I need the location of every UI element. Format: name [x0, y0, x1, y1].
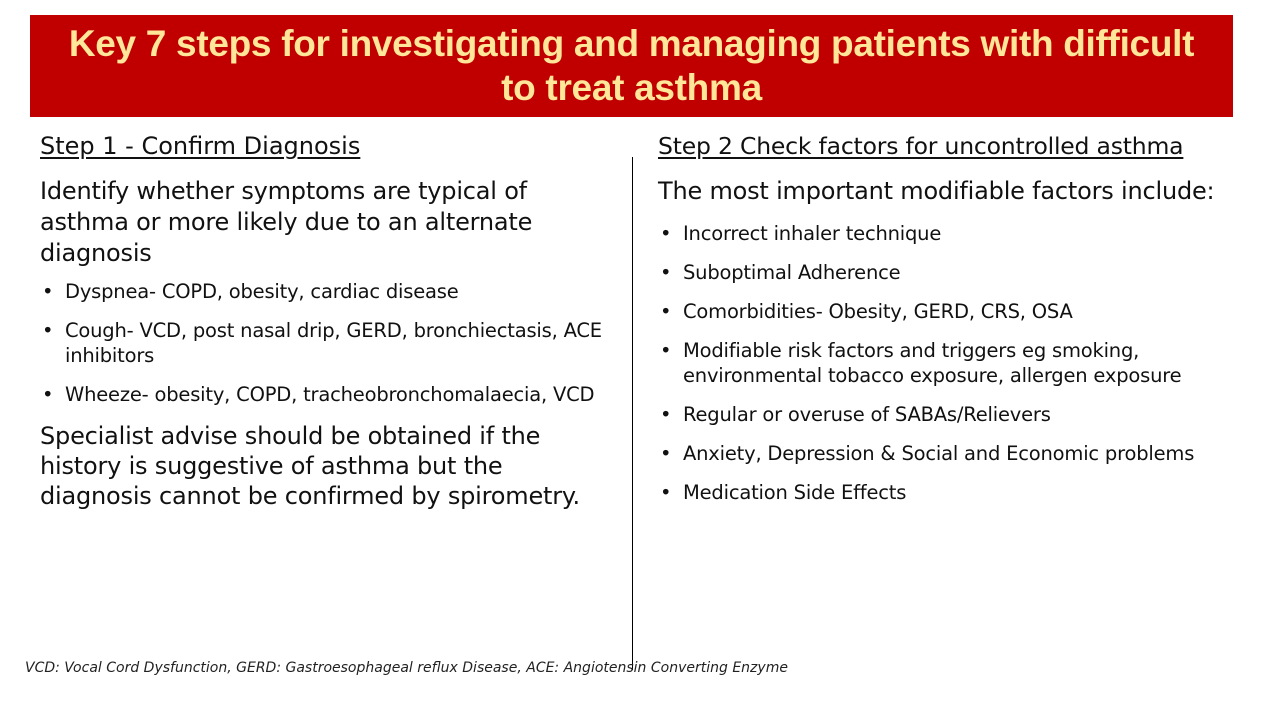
- list-item: [658, 338, 1258, 388]
- slide-title: Key 7 steps for investigating and managing patients with difficult to treat asthma: [68, 23, 1195, 108]
- list-item-text: Modifiable risk factors and triggers eg smoking, environmental tobacco exposure, allergen exposure: [683, 339, 1182, 387]
- list-item-text: Comorbidities- Obesity, GERD, CRS, OSA: [683, 300, 1073, 323]
- list-item: [658, 402, 1258, 427]
- list-item: [658, 260, 1258, 285]
- bullet-icon: •: [660, 481, 672, 504]
- list-item-text: Incorrect inhaler technique: [683, 222, 942, 245]
- abbreviations-footnote: VCD: Vocal Cord Dysfunction, GERD: Gastroesophageal reflux Disease, ACE: Angiotensin Converting Enzyme: [25, 660, 788, 676]
- step1-closing: Specialist advise should be obtained if the history is suggestive of asthma but the diagnosis cannot be confirmed by spirometry.: [40, 422, 580, 510]
- bullet-icon: •: [42, 280, 54, 303]
- list-item: [658, 480, 1258, 505]
- step2-column: [658, 128, 1258, 519]
- bullet-icon: •: [42, 383, 54, 406]
- list-item-text: Dyspnea- COPD, obesity, cardiac disease: [65, 280, 459, 303]
- step2-lead: The most important modifiable factors include:: [658, 177, 1215, 205]
- bullet-icon: •: [660, 442, 672, 465]
- bullet-icon: •: [660, 222, 672, 245]
- bullet-icon: •: [660, 300, 672, 323]
- list-item: [658, 441, 1258, 466]
- list-item: [658, 299, 1258, 324]
- list-item-text: Regular or overuse of SABAs/Relievers: [683, 403, 1051, 426]
- bullet-icon: •: [660, 339, 672, 362]
- step1-heading: Step 1 - Confirm Diagnosis: [40, 132, 361, 160]
- bullet-icon: •: [660, 403, 672, 426]
- list-item: [40, 318, 620, 368]
- list-item-text: Medication Side Effects: [683, 481, 907, 504]
- list-item-text: Cough- VCD, post nasal drip, GERD, bronchiectasis, ACE inhibitors: [65, 319, 602, 367]
- bullet-icon: •: [42, 319, 54, 342]
- bullet-icon: •: [660, 261, 672, 284]
- step1-bullet-list: [40, 279, 620, 407]
- list-item: [40, 382, 620, 407]
- step1-column: [40, 128, 620, 511]
- step2-bullet-list: [658, 221, 1258, 505]
- title-banner: [30, 15, 1233, 117]
- list-item: [658, 221, 1258, 246]
- list-item-text: Wheeze- obesity, COPD, tracheobronchomalaecia, VCD: [65, 383, 595, 406]
- list-item-text: Suboptimal Adherence: [683, 261, 901, 284]
- list-item-text: Anxiety, Depression & Social and Economic problems: [683, 442, 1195, 465]
- column-divider: [632, 157, 633, 670]
- step2-heading: Step 2 Check factors for uncontrolled asthma: [658, 132, 1184, 160]
- list-item: [40, 279, 620, 304]
- step1-lead: Identify whether symptoms are typical of asthma or more likely due to an alternate diagnosis: [40, 177, 533, 267]
